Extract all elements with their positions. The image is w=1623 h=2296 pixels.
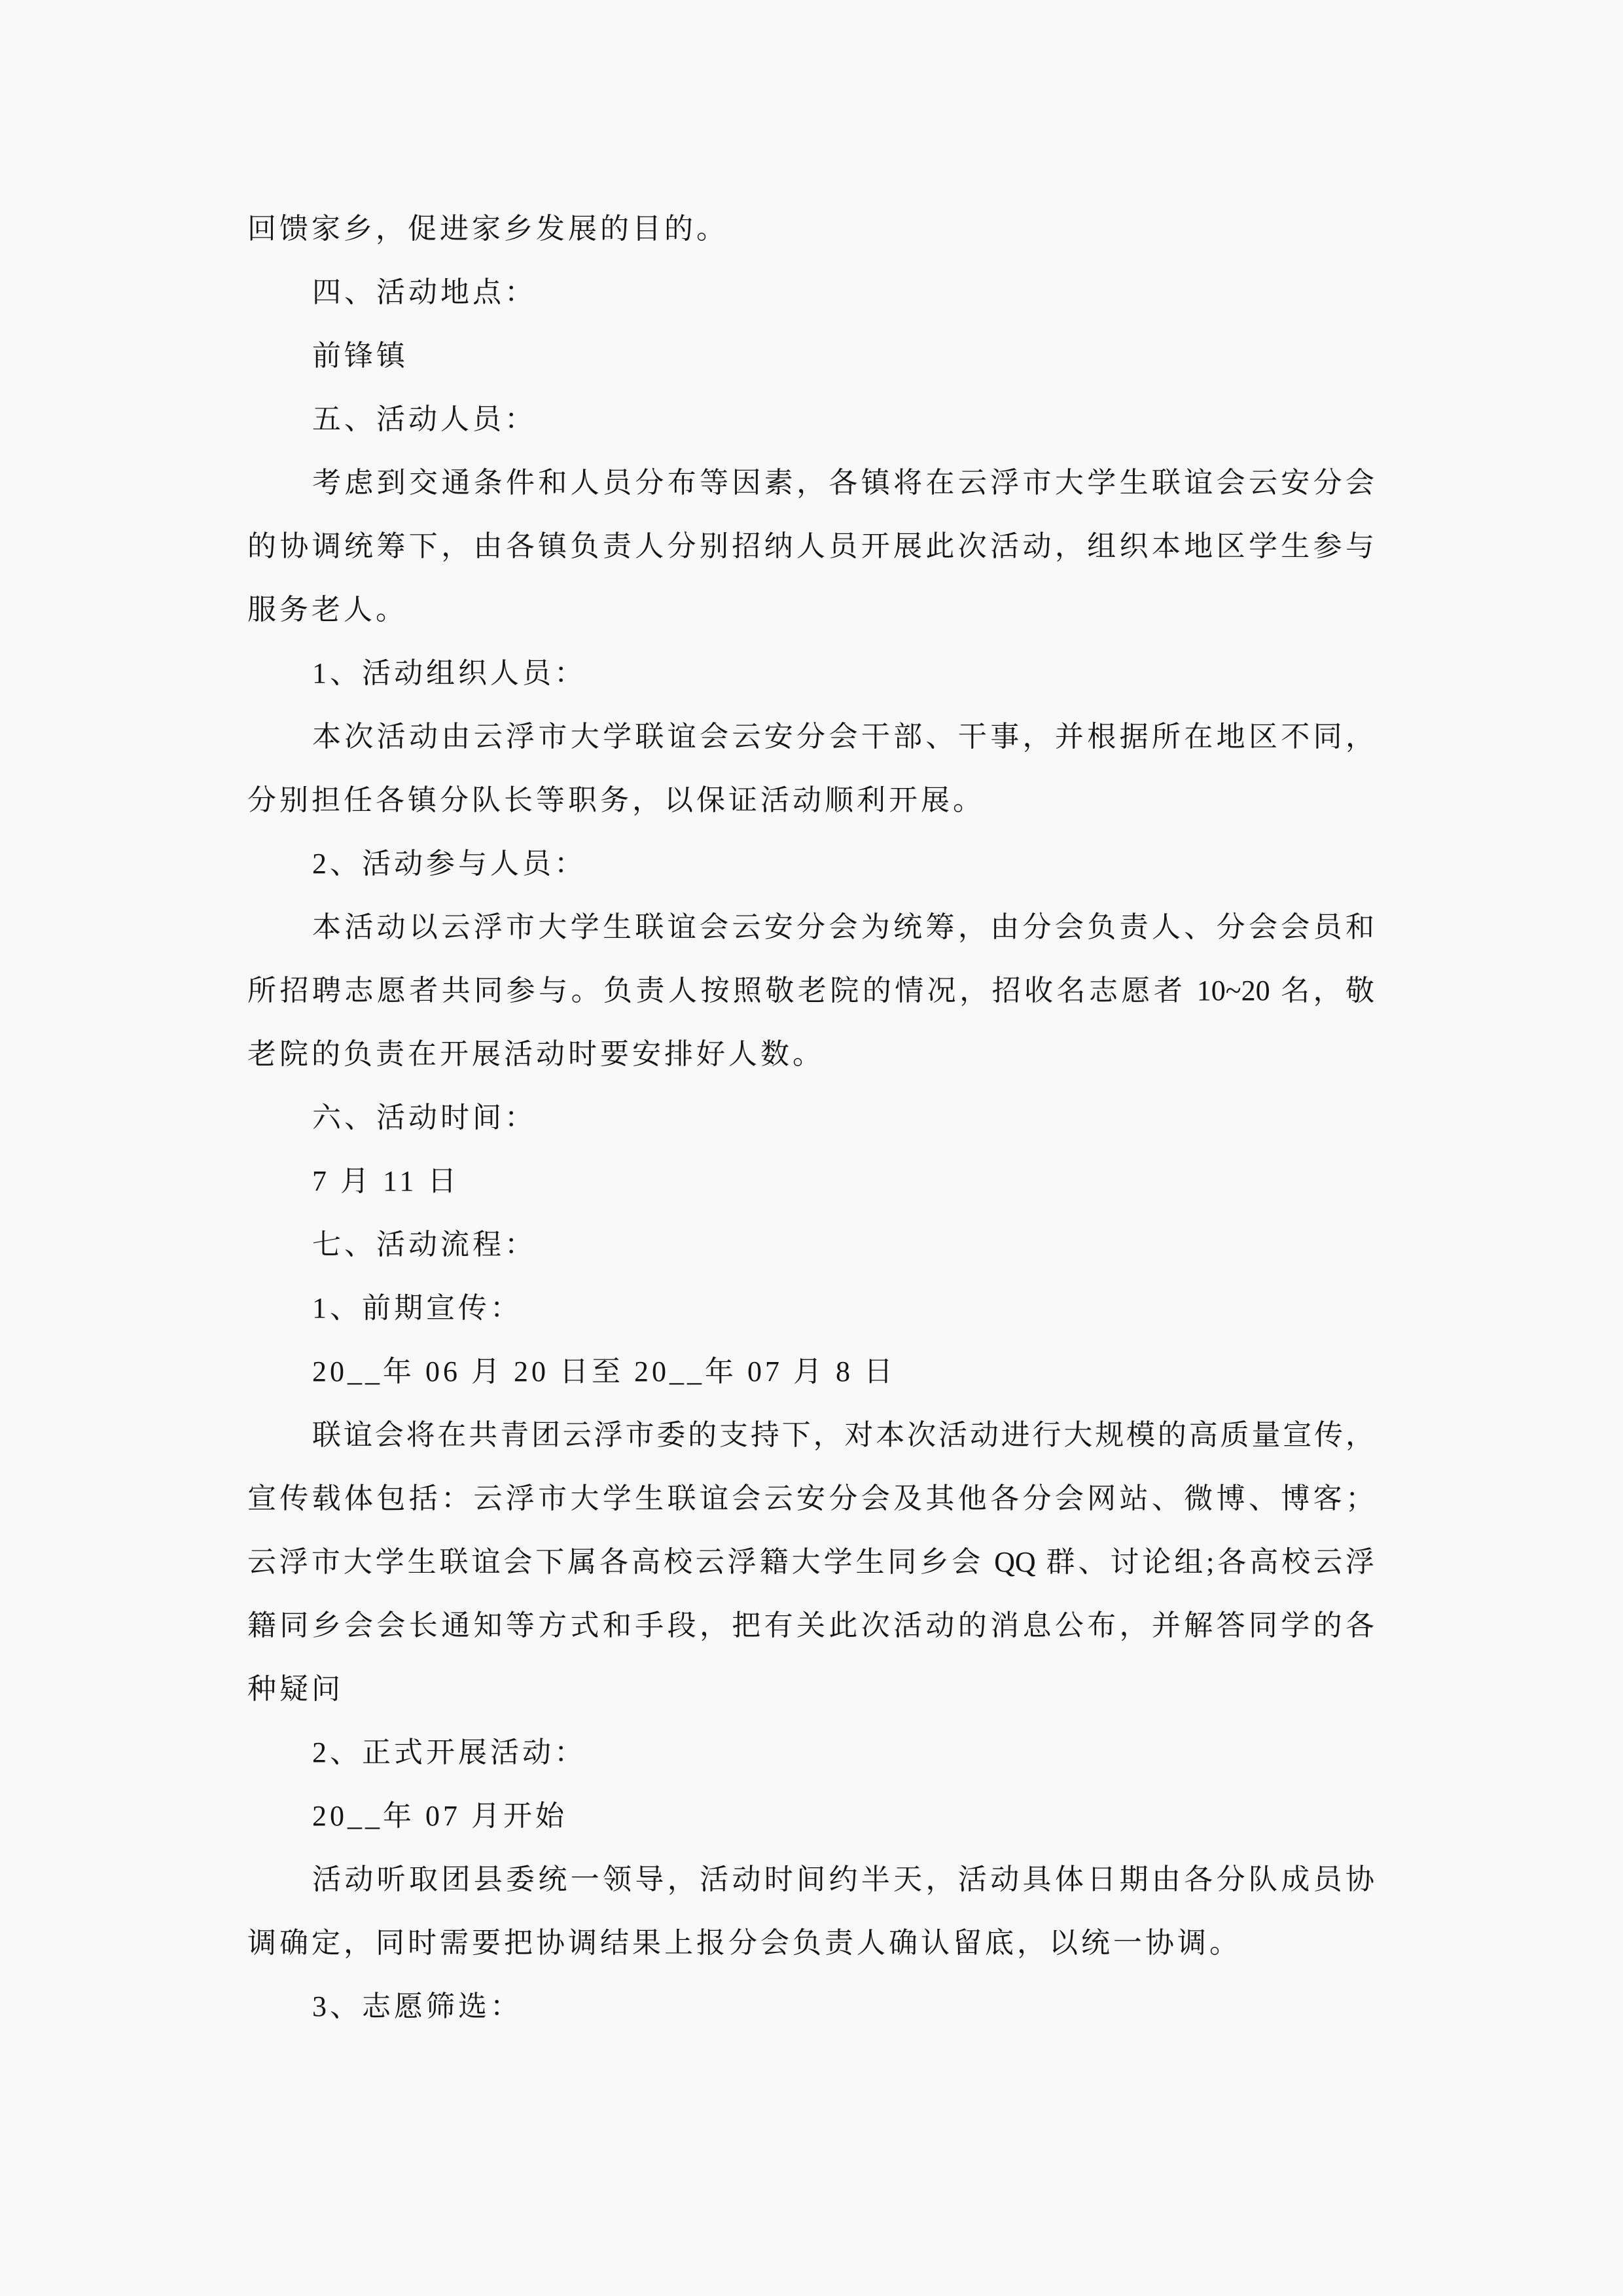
text-line: 所招聘志愿者共同参与。负责人按照敬老院的情况，招收名志愿者 10~20 名，敬 bbox=[247, 975, 1374, 1007]
text-line: 分别担任各镇分队长等职务，以保证活动顺利开展。 bbox=[247, 784, 985, 816]
text-line: 籍同乡会会长通知等方式和手段，把有关此次活动的消息公布，并解答同学的各 bbox=[247, 1609, 1374, 1641]
text-line: 六、活动时间： bbox=[312, 1102, 537, 1134]
text-line: 七、活动流程： bbox=[312, 1229, 537, 1261]
text-line: 本活动以云浮市大学生联谊会云安分会为统筹，由分会负责人、分会会员和 bbox=[312, 911, 1374, 943]
text-line: 20__年 06 月 20 日至 20__年 07 月 8 日 bbox=[312, 1355, 896, 1388]
text-line: 的协调统筹下，由各镇负责人分别招纳人员开展此次活动，组织本地区学生参与 bbox=[247, 530, 1374, 562]
text-line: 7 月 11 日 bbox=[312, 1165, 460, 1197]
text-line: 四、活动地点： bbox=[312, 276, 537, 308]
text-line: 1、活动组织人员： bbox=[312, 657, 586, 689]
text-line: 2、活动参与人员： bbox=[312, 848, 586, 880]
text-line: 种疑问 bbox=[247, 1673, 344, 1705]
text-line: 前锋镇 bbox=[312, 340, 408, 372]
text-line: 20__年 07 月开始 bbox=[312, 1800, 567, 1832]
text-line: 考虑到交通条件和人员分布等因素，各镇将在云浮市大学生联谊会云安分会 bbox=[312, 467, 1374, 499]
text-line: 云浮市大学生联谊会下属各高校云浮籍大学生同乡会 QQ 群、讨论组;各高校云浮 bbox=[247, 1546, 1374, 1578]
text-line: 回馈家乡，促进家乡发展的目的。 bbox=[247, 213, 728, 245]
document-content bbox=[247, 197, 1374, 2038]
text-line: 调确定，同时需要把协调结果上报分会负责人确认留底，以统一协调。 bbox=[247, 1927, 1241, 1959]
text-line: 宣传载体包括：云浮市大学生联谊会云安分会及其他各分会网站、微博、博客； bbox=[247, 1482, 1374, 1515]
text-line: 1、前期宣传： bbox=[312, 1292, 522, 1324]
text-line: 老院的负责在开展活动时要安排好人数。 bbox=[247, 1038, 825, 1070]
text-line: 3、志愿筛选： bbox=[312, 1990, 522, 2022]
text-line: 2、正式开展活动： bbox=[312, 1736, 586, 1768]
text-line: 活动听取团县委统一领导，活动时间约半天，活动具体日期由各分队成员协 bbox=[312, 1863, 1374, 1895]
text-line: 联谊会将在共青团云浮市委的支持下，对本次活动进行大规模的高质量宣传， bbox=[312, 1419, 1374, 1451]
text-line: 服务老人。 bbox=[247, 594, 408, 626]
text-line: 五、活动人员： bbox=[312, 403, 537, 435]
text-line: 本次活动由云浮市大学联谊会云安分会干部、干事，并根据所在地区不同， bbox=[312, 721, 1374, 753]
